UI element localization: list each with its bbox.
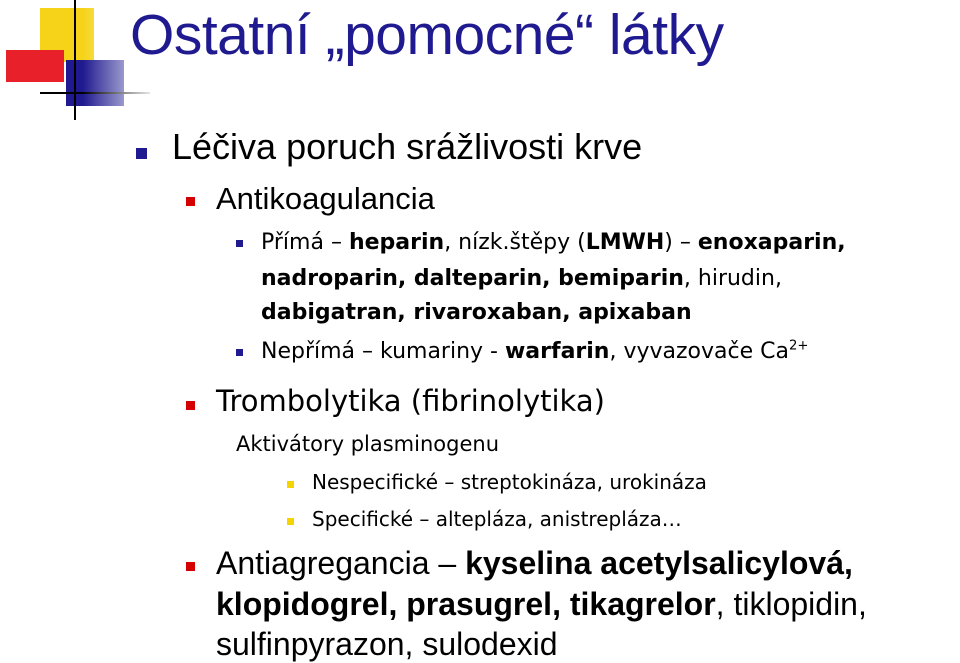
item-prima-line3: dabigatran, rivaroxaban, apixaban bbox=[261, 300, 692, 325]
text-enoxaparin: enoxaparin, bbox=[697, 230, 846, 255]
bullet-level2-icon bbox=[186, 401, 195, 410]
slide-title: Ostatní „pomocné“ látky bbox=[130, 3, 724, 67]
text-kyselina: kyselina acetylsalicylová, bbox=[465, 545, 853, 581]
text-antiagregancia: Antiagregancia – bbox=[216, 545, 466, 581]
bullet-level4-icon bbox=[287, 481, 294, 488]
item-specificke: Specifické – altepláza, anistrepláza… bbox=[312, 507, 682, 531]
decorative-squares-logo bbox=[0, 0, 150, 125]
item-trombolytika bbox=[216, 384, 605, 418]
text-heparin: heparin bbox=[348, 230, 445, 255]
bullet-level4-icon bbox=[287, 518, 294, 525]
text-nadroparin: nadroparin, dalteparin, bemiparin bbox=[261, 266, 684, 291]
text-dash: – bbox=[679, 230, 698, 255]
bullet-level3-icon bbox=[236, 240, 243, 247]
item-nespecificke: Nespecifické – streptokináza, urokináza bbox=[312, 470, 707, 494]
text-paren: ) bbox=[664, 230, 680, 255]
item-antiagregancia-line2 bbox=[216, 586, 867, 623]
bullet-level2-icon bbox=[186, 197, 195, 206]
text-superscript: 2+ bbox=[789, 338, 809, 354]
text-neprima: Nepřímá – kumariny - bbox=[261, 339, 505, 364]
item-antiagregancia bbox=[216, 545, 853, 582]
text-vyvazovace: , vyvazovače Ca bbox=[609, 339, 789, 364]
text-prima: Přímá bbox=[261, 230, 331, 255]
text-warfarin: warfarin bbox=[504, 339, 610, 364]
item-antiagregancia-line3: sulfinpyrazon, sulodexid bbox=[216, 626, 558, 662]
text-hirudin: , hirudin, bbox=[683, 266, 782, 291]
item-prima bbox=[261, 230, 846, 255]
bullet-level2-icon bbox=[186, 562, 195, 571]
item-neprima bbox=[261, 339, 808, 364]
text-tiklopidin: , tiklopidin, bbox=[715, 586, 867, 622]
item-antikoagulancia: Antikoagulancia bbox=[216, 181, 435, 216]
bullet-level3-icon bbox=[236, 349, 243, 356]
item-aktivatory: Aktivátory plasminogenu bbox=[236, 432, 500, 456]
bullet-level1-icon bbox=[136, 148, 147, 159]
text-klopidogrel: klopidogrel, prasugrel, tikagrelor bbox=[216, 586, 716, 622]
item-lecciva: Léčiva poruch srážlivosti krve bbox=[172, 126, 643, 167]
text-nizk: , nízk.štěpy ( bbox=[444, 230, 586, 255]
text-trombolytika: Trombolytika (fibrinolytika) bbox=[216, 384, 605, 418]
text-dash: – bbox=[330, 230, 349, 255]
text-lmwh: LMWH bbox=[585, 230, 665, 255]
item-prima-line2 bbox=[261, 266, 782, 291]
